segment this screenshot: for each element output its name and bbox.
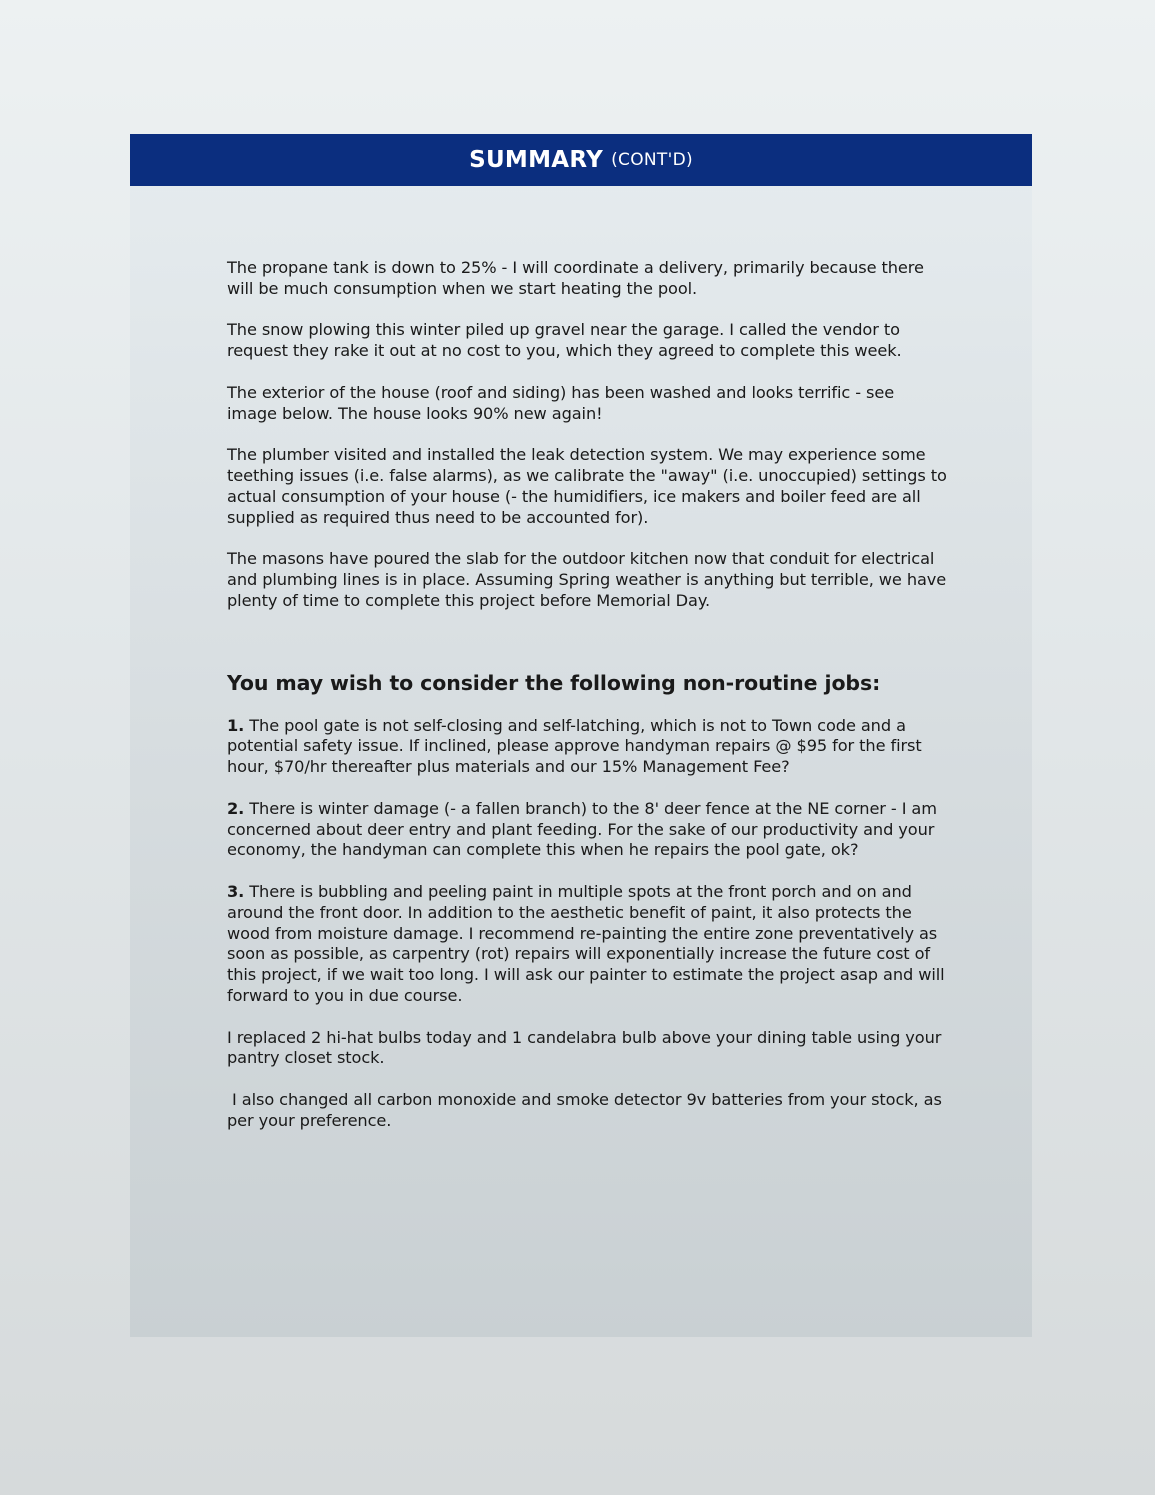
banner-subtitle: (CONT'D) bbox=[611, 150, 693, 170]
job-number: 1. bbox=[227, 715, 245, 735]
paragraph-outdoor-kitchen: The masons have poured the slab for the outdoor kitchen now that conduit for electrical and plumbing lines is in place. Assuming Spring weather is anything but terrible, we have plenty of time to complete this project before Memorial Day. bbox=[227, 549, 947, 610]
job-item bbox=[227, 716, 947, 778]
summary-sheet bbox=[130, 134, 1032, 1337]
job-text: The pool gate is not self-closing and self-latching, which is not to Town code and a potential safety issue. If inclined, please approve handyman repairs @ $95 for the first hour, $70/hr thereafter plus materials and our 15% Management Fee? bbox=[227, 715, 922, 777]
job-item bbox=[227, 882, 947, 1007]
paragraph-leak-detection: The plumber visited and installed the leak detection system. We may experience some teething issues (i.e. false alarms), as we calibrate the "away" (i.e. unoccupied) settings to actual consumption of your house (- the humidifiers, ice makers and boiler feed are all supplied as required thus need to be accounted for). bbox=[227, 445, 947, 527]
paragraph-exterior-wash: The exterior of the house (roof and siding) has been washed and looks terrific - see image below. The house looks 90% new again! bbox=[227, 382, 895, 423]
paragraph-propane: The propane tank is down to 25% - I will coordinate a delivery, primarily because there will be much consumption when we start heating the pool. bbox=[227, 258, 924, 298]
paragraph-bulbs: I replaced 2 hi-hat bulbs today and 1 candelabra bulb above your dining table using your pantry closet stock. bbox=[227, 1027, 942, 1068]
job-text: There is winter damage (- a fallen branch) to the 8' deer fence at the NE corner - I am concerned about deer entry and plant feeding. For the sake of our productivity and your economy, the handyman can complete this when he repairs the pool gate, ok? bbox=[227, 798, 937, 860]
paragraph-batteries: I also changed all carbon monoxide and smoke detector 9v batteries from your stock, as per your preference. bbox=[227, 1089, 947, 1130]
job-item bbox=[227, 799, 947, 861]
job-number: 2. bbox=[227, 798, 245, 818]
paragraph-snow-plowing: The snow plowing this winter piled up gravel near the garage. I called the vendor to request they rake it out at no cost to you, which they agreed to complete this week. bbox=[227, 320, 902, 361]
summary-banner bbox=[130, 134, 1032, 186]
banner-title: SUMMARY bbox=[469, 147, 604, 173]
job-text: There is bubbling and peeling paint in multiple spots at the front porch and on and around the front door. In addition to the aesthetic benefit of paint, it also protects the wood from moisture damage. I recommend re-painting the entire zone preventatively as soon as possible, as carpentry (rot) repairs will exponentially increase the future cost of this project, if we wait too long. I will ask our painter to estimate the project asap and will forward to you in due course. bbox=[227, 881, 945, 1005]
job-number: 3. bbox=[227, 881, 245, 901]
summary-content bbox=[227, 258, 947, 1131]
jobs-heading: You may wish to consider the following non-routine jobs: bbox=[227, 670, 881, 695]
